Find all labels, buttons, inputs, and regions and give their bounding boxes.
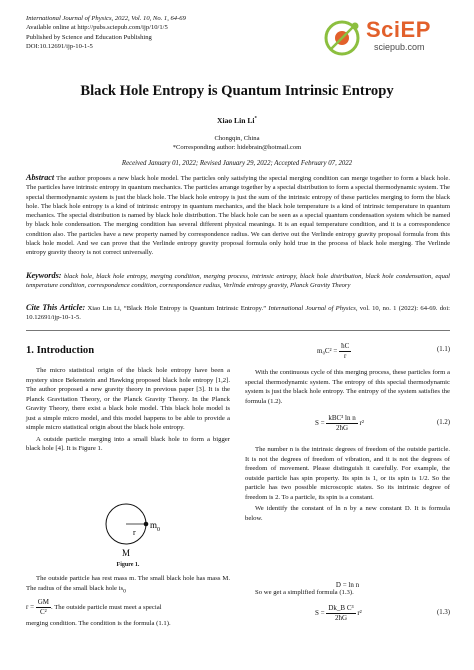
section-divider [26,330,450,331]
section-heading: 1. Introduction [26,345,95,356]
left-column-text [26,366,230,456]
right-p1: With the continuous cycle of this merging process, these particles form a special thermodynamic system. The entropy of this special thermodynamic system is just the black hole entropy. The entropy of the system satisfies the formula (1.2). [245,369,450,405]
cite-text-a: Xiao Lin Li, “Black Hole Entropy is Quantum Intrinsic Entropy.” [85,305,269,312]
eq11-fraction [339,342,351,361]
logo-wordmark: SciEP [366,17,431,42]
eq12-tail: r² [359,419,364,428]
eq-r-num: GM [37,598,49,607]
right-p3: We identify the constant of ln n by a new constant D. It is formula below. [245,505,450,522]
cite-journal: International Journal of Physics [268,305,356,312]
journal-url-line[interactable]: Available online at http://pubs.sciepub.com/ijp/10/1/5 [26,24,168,32]
equation-1-1 [245,340,450,364]
abstract-block [26,173,450,258]
right-paragraph-2 [245,445,450,525]
journal-header [26,14,186,52]
intro-paragraph-1: The micro statistical origin of the black hole entropy have been a mystery since Bekenstein and Hawking proposed black hole entropy [1,2]. The author proposed a new gravity theory in previous paper [3]. It is the Planck Gravitation Theory, or the Planck Gravity Theory. In the Planck Gravity Theory, there exist a black hole model. This black hole model is just a simple micro model, and this model happens to be able to provide a simple micro statistical origin about the black hole entropy. [26,367,230,431]
eq-r-lhs: r = [26,603,35,612]
particle-dot [144,522,149,527]
intro-paragraph-3 [26,574,230,596]
equation-1-2 [245,412,450,438]
eq-r-fraction [36,598,51,617]
eq12-fraction [326,414,357,433]
intro-paragraph-5: merging condition. The condition is the formula (1.1). [26,620,171,628]
paper-author [0,116,474,125]
eq11-num: ħC [341,342,350,350]
corresponding-author: *Corresponding author: hidebrain@hotmail.com [172,144,302,151]
radius-label: r [133,528,136,537]
particle-label: m [150,520,158,530]
sciep-logo-icon [322,18,366,62]
figure-1-diagram [96,500,176,560]
eq13-lhs: S = [315,609,325,618]
left-column-text-2 [26,574,230,631]
keywords-label: Keywords: [26,271,62,280]
author-location: Chongqin, China [214,135,260,142]
abstract-text: The author proposes a new black hole model. The particles only satisfying the special merging condition can merge together to form a black hole. The particles have intrinsic entropy in quantum mechanics. The particles arrange together by a special distribution to form a special thermodynamic system. The special thermodynamic system is just the black hole. The black hole entropy is just the sum of the intrinsic entropy of these particles merging to form the black hole. The black hole entropy is a kind of intrinsic entropy in quantum mechanics, and the black hole temperature is a kind of intrinsic temperature in quantum mechanics. The special distribution is named by black hole distribution. The black hole can be seen as a special quantum condensation system which be named by black hole condensation. The merging condition has several different physical meanings. It is an equal temperature condition, and it is a correspondence condition also. The particles have a new property named by correspondence radius. We can derive out the Verlinde entropy gravity proposal formula from this black hole model. And we can prove that the Verlinde entropy gravity proposal formula only hold true in the process of black hole merging. The Verlinde entropy gravity theory is not correct universally. [26,175,451,257]
sciep-logo[interactable] [322,16,462,60]
doi-line[interactable]: DOI:10.12691/ijp-10-1-5 [26,43,93,51]
p3-sub: 0 [123,587,126,594]
journal-citation: International Journal of Physics, 2022, Vol. 10, No. 1, 64-69 [26,15,186,22]
eq12-number: (1.2) [436,419,450,426]
intro-paragraph-2: A outside particle merging into a small black hole to form a bigger black hole [4]. It is Figure 1. [26,435,230,452]
author-mark: * [254,116,258,122]
paper-dates: Received January 01, 2022; Revised January 29, 2022; Accepted February 07, 2022 [121,160,353,167]
eq13-number: (1.3) [436,609,450,616]
eq13-fraction [326,604,355,623]
eq11-den: r [344,352,347,360]
eq13-tail: r² [357,609,362,618]
eq11-number: (1.1) [436,346,450,353]
eq13-num: Dk_B C³ [328,604,354,612]
radius-formula-line [26,598,230,617]
keywords-block [26,271,450,291]
eq12-lhs: S = [315,419,325,428]
particle-label-sub: 0 [157,527,160,533]
cite-label: Cite This Article: [26,303,86,312]
eq12-den: 2ħG [336,424,349,432]
author-name: Xiao Lin Li [216,116,255,125]
p3-text: The outside particle has rest mass m. The small black hole has mass M. The radius of the small black hole is [26,575,230,592]
right-p4: So we get a simplified formula (1.3). [255,589,354,596]
publisher-line: Published by Science and Education Publishing [26,33,152,41]
author-affiliation [0,134,474,152]
right-paragraph-4 [245,588,450,600]
eq13-den: 2ħG [334,614,347,622]
cite-text-b: , vol. 10, no. 1 (2022): 64-69. doi: 10.12691/ijp-10-1-5. [26,305,450,322]
equation-1-3 [245,602,450,628]
abstract-label: Abstract [26,173,55,182]
intro-paragraph-4: . The outside particle must meet a special [50,604,162,612]
eq-r-den: C² [39,608,47,617]
paper-title: Black Hole Entropy is Quantum Intrinsic Entropy [80,83,394,99]
right-p2: The number n is the intrinsic degrees of freedom of the outside particle. It is not the degrees of freedom of vibration, and it is not the degrees of freedom of movement. Please distinguish it carefully. For example, the outside particle has spin property. Its spin is 1, or its spin is 1/2. So the particle has two possible microscopic states. So its intrinsic degree of freedom is 2. To a particle, its spin is a constant. [245,446,450,501]
cite-block [26,303,450,323]
mass-label: M [122,548,131,558]
keywords-text: black hole, black hole entropy, merging condition, merging process, intrinsic entropy, black hole distribution, black hole condensation, equal temperature condition, correspondence condition, correspondence radius, Verlinde entropy gravity, Planck Gravity Theory [26,273,450,290]
logo-url: sciepub.com [374,42,425,52]
eq12-num: kBC³ ln n [328,414,356,422]
right-paragraph-1 [245,368,450,408]
figure-1-caption: Figure 1. [116,562,140,568]
eq11-lhs: m₀C² = [317,347,338,356]
eq-d-text: D = ln n [335,581,360,589]
